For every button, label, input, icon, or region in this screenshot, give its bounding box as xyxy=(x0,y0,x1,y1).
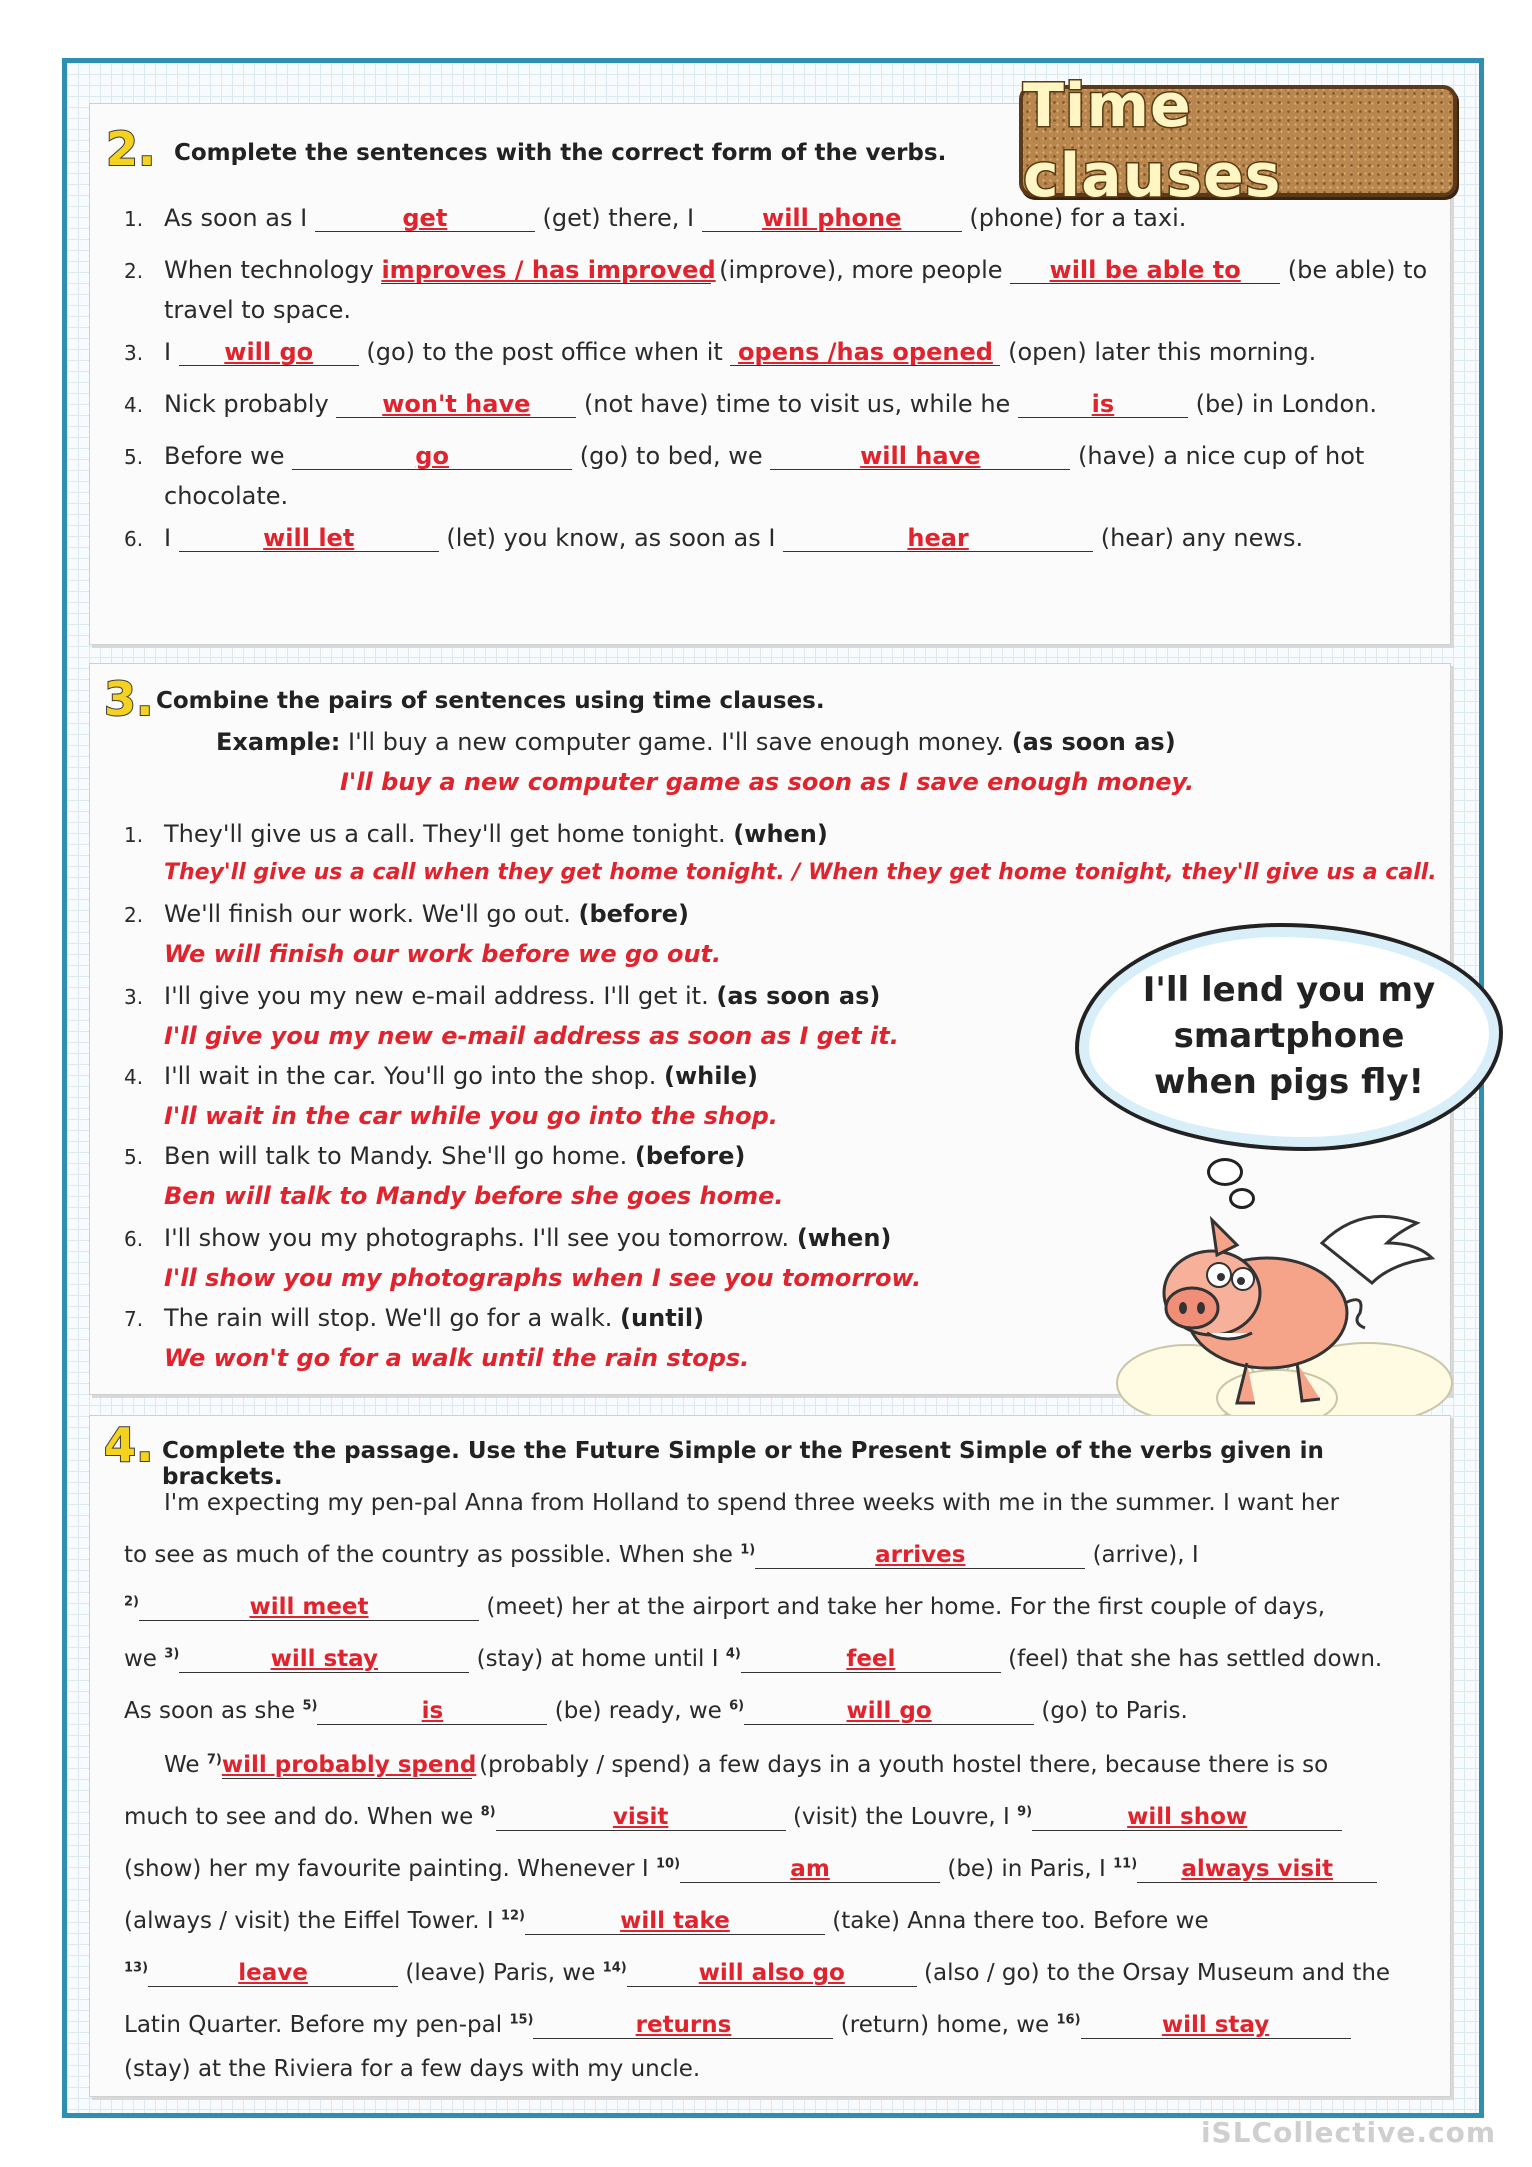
thought-dot xyxy=(1207,1158,1243,1186)
passage-line: I'm expecting my pen-pal Anna from Holland to spend three weeks with me in the summer. I want her xyxy=(164,1490,1340,1516)
passage-line: (always / visit) the Eiffel Tower. I $^{12)}$ will take (take) Anna there too. Before we xyxy=(124,1908,1209,1934)
passage-answer: will go xyxy=(744,1699,1034,1725)
ex2-answer: get xyxy=(315,205,535,232)
passage-answer: will meet xyxy=(139,1595,479,1621)
passage-answer: will show xyxy=(1032,1805,1342,1831)
ex3-answer-3: I'll give you my new e-mail address as soon as I get it. xyxy=(164,1022,899,1050)
ex3-item-3: 3. I'll give you my new e-mail address. I'll get it. (as soon as) xyxy=(124,982,881,1010)
passage-line: We $^{7)}$will probably spend (probably / spend) a few days in a youth hostel there, because there is so xyxy=(164,1752,1329,1778)
ex2-answer: won't have xyxy=(336,391,576,418)
thought-bubble-text: I'll lend you my smartphone when pigs fly! xyxy=(1142,970,1436,1102)
passage-answer: arrives xyxy=(755,1543,1085,1569)
ex2-answer: opens /has opened xyxy=(730,339,1000,366)
ex3-item-1: 1. They'll give us a call. They'll get home tonight. (when) xyxy=(124,820,828,848)
ex3-answer-1: They'll give us a call when they get home tonight. / When they get home tonight, they'll give us a call. xyxy=(164,860,1437,885)
ex3-answer-6: I'll show you my photographs when I see you tomorrow. xyxy=(164,1264,922,1292)
passage-line: $^{13)}$ leave (leave) Paris, we $^{14)}$ will also go (also / go) to the Orsay Museum and the xyxy=(124,1960,1391,1986)
ex3-item-6: 6. I'll show you my photographs. I'll see you tomorrow. (when) xyxy=(124,1224,892,1252)
exercise-3-number: 3. xyxy=(104,672,154,726)
worksheet-frame xyxy=(62,58,1484,2118)
passage-answer: visit xyxy=(496,1805,786,1831)
ex3-answer-4: I'll wait in the car while you go into the shop. xyxy=(164,1102,778,1130)
ex2-answer: will go xyxy=(179,339,359,366)
passage-line: (stay) at the Riviera for a few days with my uncle. xyxy=(124,2056,701,2082)
exercise-3-instruction: Combine the pairs of sentences using time clauses. xyxy=(156,688,825,714)
passage-line: Latin Quarter. Before my pen-pal $^{15)}$ returns (return) home, we $^{16)}$ will stay xyxy=(124,2012,1351,2039)
example-answer: I'll buy a new computer game as soon as I save enough money. xyxy=(340,768,1195,796)
passage-answer: feel xyxy=(741,1647,1001,1673)
ex2-item-1: 1. As soon as I get (get) there, I will phone (phone) for a taxi. xyxy=(124,204,1187,232)
ex3-item-2: 2. We'll finish our work. We'll go out. (before) xyxy=(124,900,689,928)
watermark: iSLCollective.com xyxy=(1200,2116,1496,2149)
ex2-answer: will have xyxy=(770,443,1070,470)
passage-line: $^{2)}$ will meet (meet) her at the airport and take her home. For the first couple of days, xyxy=(124,1594,1326,1620)
ex3-item-5: 5. Ben will talk to Mandy. She'll go home. (before) xyxy=(124,1142,746,1170)
passage-answer: is xyxy=(317,1699,547,1725)
ex2-answer: will let xyxy=(179,525,439,552)
passage-line: (show) her my favourite painting. Whenever I $^{10)}$ am (be) in Paris, I $^{11)}$ always visit xyxy=(124,1856,1377,1883)
ex3-item-4: 4. I'll wait in the car. You'll go into the shop. (while) xyxy=(124,1062,758,1090)
page-title: Time clauses xyxy=(1023,71,1282,211)
ex3-answer-5: Ben will talk to Mandy before she goes home. xyxy=(164,1182,784,1210)
thought-bubble xyxy=(1075,923,1503,1151)
flying-pig-illustration xyxy=(1097,1183,1467,1433)
passage-answer: will probably spend xyxy=(221,1752,477,1778)
passage-answer: am xyxy=(680,1857,940,1883)
passage-answer: returns xyxy=(533,2013,833,2039)
ex2-answer: is xyxy=(1018,391,1188,418)
ex2-answer: will be able to xyxy=(1010,257,1280,284)
exercise-2-number: 2. xyxy=(106,122,156,176)
passage-answer: will stay xyxy=(179,1647,469,1673)
ex3-answer-2: We will finish our work before we go out. xyxy=(164,940,722,968)
exercise-4-panel xyxy=(89,1415,1451,2097)
ex2-item-2: 2. When technology improves / has improved (improve), more people will be able to (be able) to xyxy=(124,256,1428,284)
exercise-2-instruction: Complete the sentences with the correct form of the verbs. xyxy=(174,140,947,166)
passage-answer: always visit xyxy=(1137,1857,1377,1883)
ex2-item-3: 3. I will go (go) to the post office when it opens /has opened (open) later this morning. xyxy=(124,338,1317,366)
ex2-answer: go xyxy=(292,443,572,470)
exercise-4-instruction: Complete the passage. Use the Future Simple or the Present Simple of the verbs given in brackets. xyxy=(162,1438,1324,1490)
passage-line: much to see and do. When we $^{8)}$ visit (visit) the Louvre, I $^{9)}$ will show xyxy=(124,1804,1342,1831)
example-line: Example: I'll buy a new computer game. I'll save enough money. (as soon as) xyxy=(216,728,1176,756)
passage-line: we $^{3)}$ will stay (stay) at home until I $^{4)}$ feel (feel) that she has settled down. xyxy=(124,1646,1383,1672)
ex2-item-4: 4. Nick probably won't have (not have) time to visit us, while he is (be) in London. xyxy=(124,390,1378,418)
ex2-item-5: 5. Before we go (go) to bed, we will have (have) a nice cup of hot xyxy=(124,442,1365,470)
ex2-answer: will phone xyxy=(702,205,962,232)
ex2-item-6: 6. I will let (let) you know, as soon as I hear (hear) any news. xyxy=(124,524,1304,552)
exercise-4-number: 4. xyxy=(104,1418,154,1472)
ex3-answer-7: We won't go for a walk until the rain stops. xyxy=(164,1344,750,1372)
ex2-item-2-continued: travel to space. xyxy=(164,296,352,324)
passage-answer: will stay xyxy=(1081,2013,1351,2039)
title-badge xyxy=(1019,71,1457,211)
ex2-answer: hear xyxy=(783,525,1093,552)
passage-answer: will also go xyxy=(627,1961,917,1987)
passage-answer: leave xyxy=(148,1961,398,1987)
passage-line: As soon as she $^{5)}$ is (be) ready, we $^{6)}$ will go (go) to Paris. xyxy=(124,1698,1188,1724)
ex2-answer: improves / has improved xyxy=(381,256,716,284)
passage-line: to see as much of the country as possible. When she $^{1)}$ arrives (arrive), I xyxy=(124,1542,1199,1568)
ex2-item-5-continued: chocolate. xyxy=(164,482,289,510)
passage-answer: will take xyxy=(525,1909,825,1935)
ex3-item-7: 7. The rain will stop. We'll go for a walk. (until) xyxy=(124,1304,705,1332)
